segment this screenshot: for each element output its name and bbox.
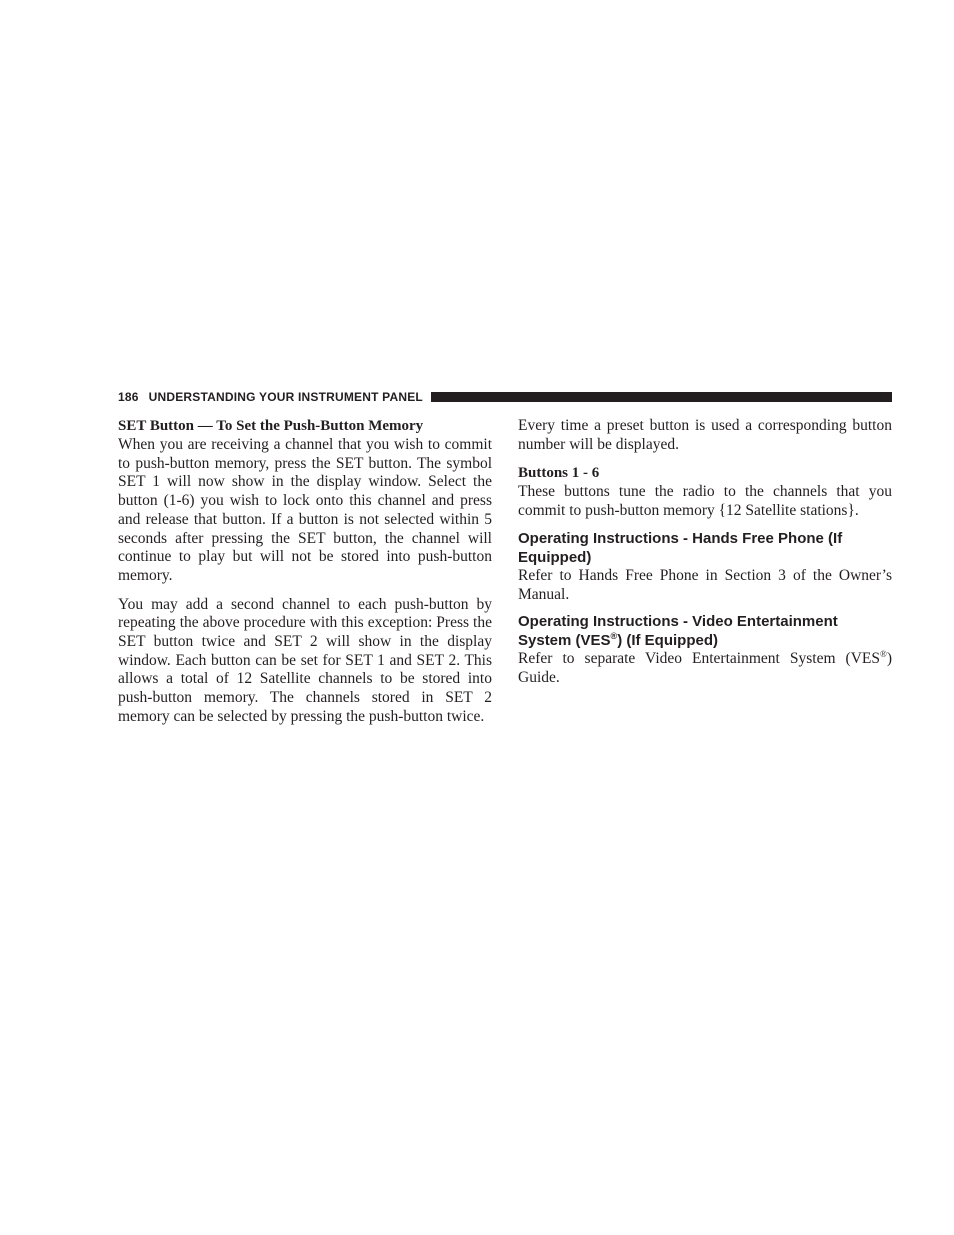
video-para-part-a: Refer to separate Video Entertainment System (VES (518, 650, 880, 668)
header-rule (431, 392, 892, 402)
buttons-paragraph: These buttons tune the radio to the channels that you commit to push-button memory {12 Satellite stations}. (518, 483, 892, 520)
buttons-heading: Buttons 1 - 6 (518, 465, 600, 482)
preset-paragraph: Every time a preset button is used a corresponding button number will be displayed. (518, 417, 892, 453)
registered-mark: ® (610, 631, 618, 642)
video-para-part-b: ) Guide. (518, 650, 892, 686)
page-number: 186 (118, 390, 139, 404)
video-entertainment-heading (518, 612, 892, 650)
hands-free-phone-heading: Operating Instructions - Hands Free Phone (If Equipped) (518, 529, 843, 566)
video-heading-part-b: ) (If Equipped) (617, 632, 718, 650)
left-column (118, 417, 492, 727)
set-button-paragraph-2: You may add a second channel to each push-button by repeating the above procedure with this exception: Press the SET button twice and SET 2 will show in the display window. Each button can be set for SET 1 and SET 2. This allows a total of 12 Satellite channels to be stored into push-button memory. The channels stored in SET 2 memory can be selected by pressing the push-button twice. (118, 595, 492, 725)
page-header (118, 389, 892, 405)
registered-mark: ® (879, 649, 887, 660)
section-title: UNDERSTANDING YOUR INSTRUMENT PANEL (148, 390, 423, 404)
hands-free-phone-paragraph: Refer to Hands Free Phone in Section 3 of the Owner’s Manual. (518, 566, 892, 603)
right-column (518, 417, 892, 688)
set-button-paragraph-1: When you are receiving a channel that you wish to commit to push-button memory, press the SET button. The symbol SET 1 will now show in the display window. Select the button (1-6) you wish to lock onto this channel and press and release that button. If a button is not selected within 5 seconds after pressing the SET button, the channel will continue to play but will not be stored into push-button memory. (118, 436, 492, 584)
video-heading-part-a: Operating Instructions - Video Entertainment System (VES (518, 613, 838, 650)
video-entertainment-paragraph (518, 650, 892, 687)
set-button-heading: SET Button — To Set the Push-Button Memory (118, 418, 424, 434)
